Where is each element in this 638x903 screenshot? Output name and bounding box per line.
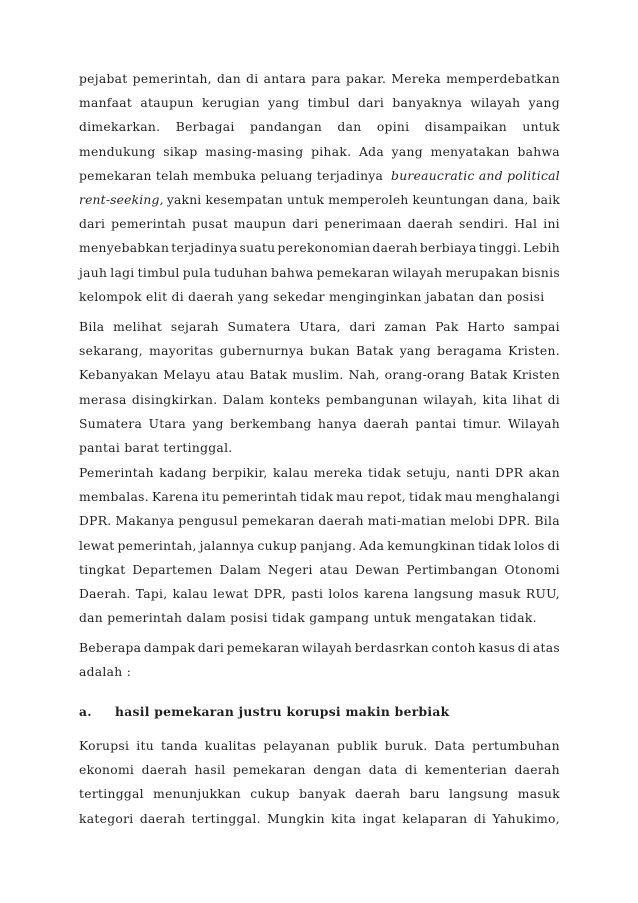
text-line <box>79 509 560 533</box>
word: daerah <box>407 217 454 232</box>
word: merasa <box>79 392 127 407</box>
word: melobi <box>450 514 495 529</box>
word: pasti <box>291 586 324 601</box>
word: langsung <box>449 787 509 802</box>
paragraph-3 <box>79 461 560 630</box>
word: gubernurnya <box>219 344 304 359</box>
text-line <box>79 461 560 485</box>
word: tuduhan <box>214 265 268 280</box>
word: berkembang <box>230 416 312 431</box>
word: lihat <box>512 392 543 407</box>
word: membalas. <box>79 490 149 505</box>
word: dari <box>79 217 106 232</box>
list-marker: a. <box>79 704 92 719</box>
word: merupakan <box>445 265 519 280</box>
word: baru <box>409 787 440 802</box>
word: Kristen. <box>508 344 560 359</box>
text-line <box>79 236 560 260</box>
list-heading <box>79 700 560 724</box>
word: contoh <box>431 641 476 655</box>
word: cukup <box>257 538 298 553</box>
word: daerah <box>139 811 186 826</box>
word: masuk <box>517 787 560 802</box>
text-line <box>79 558 560 582</box>
word: Daerah. <box>79 586 131 601</box>
word: tinggi. <box>478 241 522 256</box>
word: nanti <box>456 466 490 480</box>
word: muslim. <box>292 368 344 383</box>
word: DPR. <box>498 514 531 529</box>
text-run: pemekaran telah membuka peluang terjadinya <box>79 168 384 183</box>
text-line <box>79 115 560 139</box>
word: suatu <box>239 241 276 256</box>
word: masing-masing <box>205 144 304 159</box>
word: kementerian <box>424 763 507 778</box>
paragraph-4 <box>79 636 560 684</box>
word: jalannya <box>199 538 255 553</box>
text-line: pantai barat tertinggal. <box>79 440 233 455</box>
word: Pak <box>435 320 459 334</box>
word: akan <box>528 466 560 480</box>
word: dari <box>292 217 319 232</box>
word: Tapi, <box>135 586 168 601</box>
word: Ada <box>359 144 384 159</box>
word: pihak. <box>311 144 352 159</box>
text-line <box>79 734 560 758</box>
word: Karena <box>151 490 199 505</box>
word: tertinggal <box>79 787 144 802</box>
word: pula <box>182 265 211 280</box>
word: itu <box>201 490 220 505</box>
word: pemekaran <box>241 514 315 529</box>
word: pemekaran <box>316 265 390 280</box>
word: Otonomi <box>504 562 560 577</box>
list-heading-text: hasil pemekaran justru korupsi makin berbiak <box>115 704 450 719</box>
word: terjadinya <box>171 241 238 256</box>
word: kasus <box>478 641 516 655</box>
word: panjang. <box>299 538 357 553</box>
word: tidak <box>478 538 512 553</box>
word: Beberapa <box>79 641 142 655</box>
word: setuju, <box>406 466 451 480</box>
word: tidak <box>368 466 402 480</box>
word: manfaat <box>79 96 133 111</box>
word: Bila <box>534 514 560 529</box>
word: pandangan <box>249 120 323 135</box>
word: sekarang, <box>79 344 143 359</box>
word: langsung <box>414 586 474 601</box>
word: Yahukimo, <box>492 811 560 826</box>
word: mereka <box>313 466 363 480</box>
word: dari <box>197 641 225 655</box>
word: tidak <box>300 490 334 505</box>
text-line <box>79 782 560 806</box>
word: jauh <box>79 265 108 280</box>
word: dengan <box>313 763 362 778</box>
word: dari <box>349 320 376 334</box>
word: Nah, <box>348 368 380 383</box>
word: yang <box>192 416 224 431</box>
text-line <box>79 758 560 782</box>
word: Hal <box>514 217 538 232</box>
word: lolos <box>328 586 359 601</box>
word: atau <box>319 562 349 577</box>
word: bahwa <box>517 144 560 159</box>
word: hasil <box>194 763 226 778</box>
word: karena <box>363 586 409 601</box>
word: mau <box>336 490 364 505</box>
word: Bila <box>79 320 105 334</box>
word: pakar. <box>346 72 387 86</box>
word: di <box>404 763 418 778</box>
word: disingkirkan. <box>131 392 218 407</box>
word: Utara, <box>299 320 341 334</box>
word: berbiaya <box>419 241 477 256</box>
word: timur. <box>462 416 502 431</box>
word: mati-matian <box>367 514 447 529</box>
word: DPR. <box>79 514 112 529</box>
word: pengusul <box>178 514 238 529</box>
word: daerah <box>372 241 418 256</box>
word: Korupsi <box>79 739 130 753</box>
word: pemekaran <box>226 641 300 655</box>
text-line <box>79 339 560 363</box>
word: daerah <box>141 763 188 778</box>
word: masuk <box>478 586 521 601</box>
word: Sumatera <box>227 320 291 334</box>
word: maupun <box>233 217 287 232</box>
word: kadang <box>159 466 207 480</box>
text-line <box>79 412 560 436</box>
word: Makanya <box>115 514 175 529</box>
word: perekonomian <box>277 241 371 256</box>
word: Dalam <box>219 562 262 577</box>
word: Batak <box>469 368 508 383</box>
word: di <box>547 392 560 407</box>
word: wilayah <box>392 265 443 280</box>
text-line-mixed <box>79 188 560 212</box>
word: kalau <box>273 466 309 480</box>
word: Wilayah <box>508 416 560 431</box>
word: orang-orang <box>384 368 465 383</box>
word: dimekarkan. <box>79 120 161 135</box>
word: para <box>311 72 341 86</box>
word: Pertimbangan <box>406 562 498 577</box>
word: ataupun <box>140 96 194 111</box>
word: penerimaan <box>324 217 402 232</box>
word: sikap <box>163 144 198 159</box>
word: Utara <box>148 416 186 431</box>
word: Sumatera <box>79 416 143 431</box>
word: beragama <box>437 344 503 359</box>
word: RUU, <box>525 586 560 601</box>
word: timbul <box>307 96 350 111</box>
word: mayoritas <box>149 344 214 359</box>
word: menyatakan <box>430 144 510 159</box>
paragraph-2 <box>79 315 560 460</box>
text-line-mixed <box>79 164 560 188</box>
word: lagi <box>110 265 135 280</box>
word: yang <box>528 96 560 111</box>
word: di <box>517 641 531 655</box>
word: Melayu <box>163 368 212 383</box>
italic-term: rent-seeking, <box>79 192 164 207</box>
word: bahwa <box>271 265 314 280</box>
word: banyak <box>299 787 346 802</box>
word: Mungkin <box>267 811 325 826</box>
word: pemerintah, <box>132 72 212 86</box>
word: kerugian <box>201 96 260 111</box>
word: mendukung <box>79 144 156 159</box>
text-line <box>79 807 560 831</box>
word: timbul <box>137 265 180 280</box>
word: bisnis <box>521 265 560 280</box>
word: kita <box>482 392 508 407</box>
word: Pemerintah <box>79 466 154 480</box>
word: untuk <box>522 120 560 135</box>
word: Batak <box>249 368 288 383</box>
word: daerah <box>318 514 364 529</box>
word: di <box>246 72 259 86</box>
word: Negeri <box>267 562 313 577</box>
word: melihat <box>113 320 163 334</box>
word: pelayanan <box>263 739 330 753</box>
word: kategori <box>79 811 134 826</box>
word: ini <box>543 217 560 232</box>
word: Berbagai <box>175 120 235 135</box>
text-line <box>79 67 560 91</box>
word: Departemen <box>132 562 213 577</box>
text-line <box>79 534 560 558</box>
word: hanya <box>318 416 357 431</box>
word: berdasrkan <box>354 641 429 655</box>
italic-term: bureaucratic and political <box>391 168 560 183</box>
text-line <box>79 315 560 339</box>
text-line <box>79 388 560 412</box>
word: zaman <box>384 320 427 334</box>
word: atau <box>215 368 245 383</box>
word: lewat <box>213 586 249 601</box>
word: Mereka <box>391 72 441 86</box>
text-line <box>79 363 560 387</box>
word: buruk. <box>384 739 428 753</box>
word: Harto <box>467 320 506 334</box>
word: tidak <box>408 490 442 505</box>
word: ingat <box>362 811 396 826</box>
word: Dalam <box>222 392 265 407</box>
word: menyebabkan <box>79 241 170 256</box>
word: Dewan <box>355 562 400 577</box>
paragraph-1 <box>79 67 560 309</box>
text-line <box>79 91 560 115</box>
word: menunjukkan <box>153 787 242 802</box>
word: wilayah <box>302 641 353 655</box>
word: Data <box>434 739 466 753</box>
word: kemungkinan <box>387 538 476 553</box>
word: pembangunan <box>325 392 418 407</box>
word: dampak <box>143 641 196 655</box>
word: menghalangi <box>475 490 560 505</box>
word: cukup <box>250 787 290 802</box>
word: berpikir, <box>212 466 268 480</box>
word: di <box>547 538 560 553</box>
text-line <box>79 212 560 236</box>
word: pertumbuhan <box>472 739 560 753</box>
word: bukan <box>309 344 350 359</box>
word: kita <box>331 811 357 826</box>
word: kualitas <box>204 739 257 753</box>
word: wilayah, <box>423 392 478 407</box>
text-line: kelompok elit di daerah yang sekedar menginginkan jabatan dan posisi <box>79 289 545 304</box>
word: data <box>368 763 398 778</box>
word: wilayah <box>470 96 521 111</box>
word: Lebih <box>523 241 560 256</box>
word: pemerintah <box>111 217 187 232</box>
word: daerah <box>363 416 409 431</box>
word: Kristen <box>512 368 560 383</box>
word: disampaikan <box>424 120 507 135</box>
word: dan <box>337 120 362 135</box>
word: ekonomi <box>79 763 135 778</box>
word: kalau <box>172 586 209 601</box>
word: di <box>473 811 487 826</box>
word: atas <box>532 641 560 655</box>
text-line <box>79 485 560 509</box>
word: lewat <box>79 538 115 553</box>
word: opini <box>376 120 410 135</box>
word: yang <box>399 344 431 359</box>
word: sendiri. <box>459 217 509 232</box>
word: Ada <box>359 538 385 553</box>
word: sampai <box>513 320 560 334</box>
word: dari <box>357 96 385 111</box>
word: sejarah <box>170 320 219 334</box>
paragraph-5 <box>79 734 560 831</box>
word: dan <box>216 72 242 86</box>
word: pemerintah <box>222 490 298 505</box>
word: yang <box>391 144 423 159</box>
word: tertinggal. <box>191 811 261 826</box>
word: pemekaran <box>233 763 306 778</box>
word: pemerintah, <box>117 538 197 553</box>
word: pusat <box>192 217 228 232</box>
word: yang <box>268 96 300 111</box>
word: DPR <box>495 466 524 480</box>
word: Batak <box>355 344 394 359</box>
word: tanda <box>160 739 198 753</box>
word: lolos <box>514 538 545 553</box>
word: banyaknya <box>392 96 463 111</box>
word: kelaparan <box>402 811 468 826</box>
word: mau <box>444 490 473 505</box>
text-line: adalah : <box>79 665 132 680</box>
text-line: dan pemerintah dalam posisi tidak gampang untuk mengatakan tidak. <box>79 611 537 626</box>
word: itu <box>136 739 154 753</box>
word: Kebanyakan <box>79 368 159 383</box>
text-line <box>79 261 560 285</box>
text-line <box>79 636 560 660</box>
word: publik <box>336 739 378 753</box>
text-line <box>79 582 560 606</box>
word: daerah <box>514 763 560 778</box>
word: konteks <box>269 392 321 407</box>
word: daerah <box>354 787 401 802</box>
word: DPR, <box>253 586 287 601</box>
word: tingkat <box>79 562 126 577</box>
text-line <box>79 140 560 164</box>
text-run: yakni kesempatan untuk memperoleh keuntungan dana, baik <box>166 192 560 207</box>
word: repot, <box>366 490 407 505</box>
word: pantai <box>415 416 457 431</box>
word: antara <box>263 72 307 86</box>
word: pejabat <box>79 72 128 86</box>
word: memperdebatkan <box>446 72 560 86</box>
